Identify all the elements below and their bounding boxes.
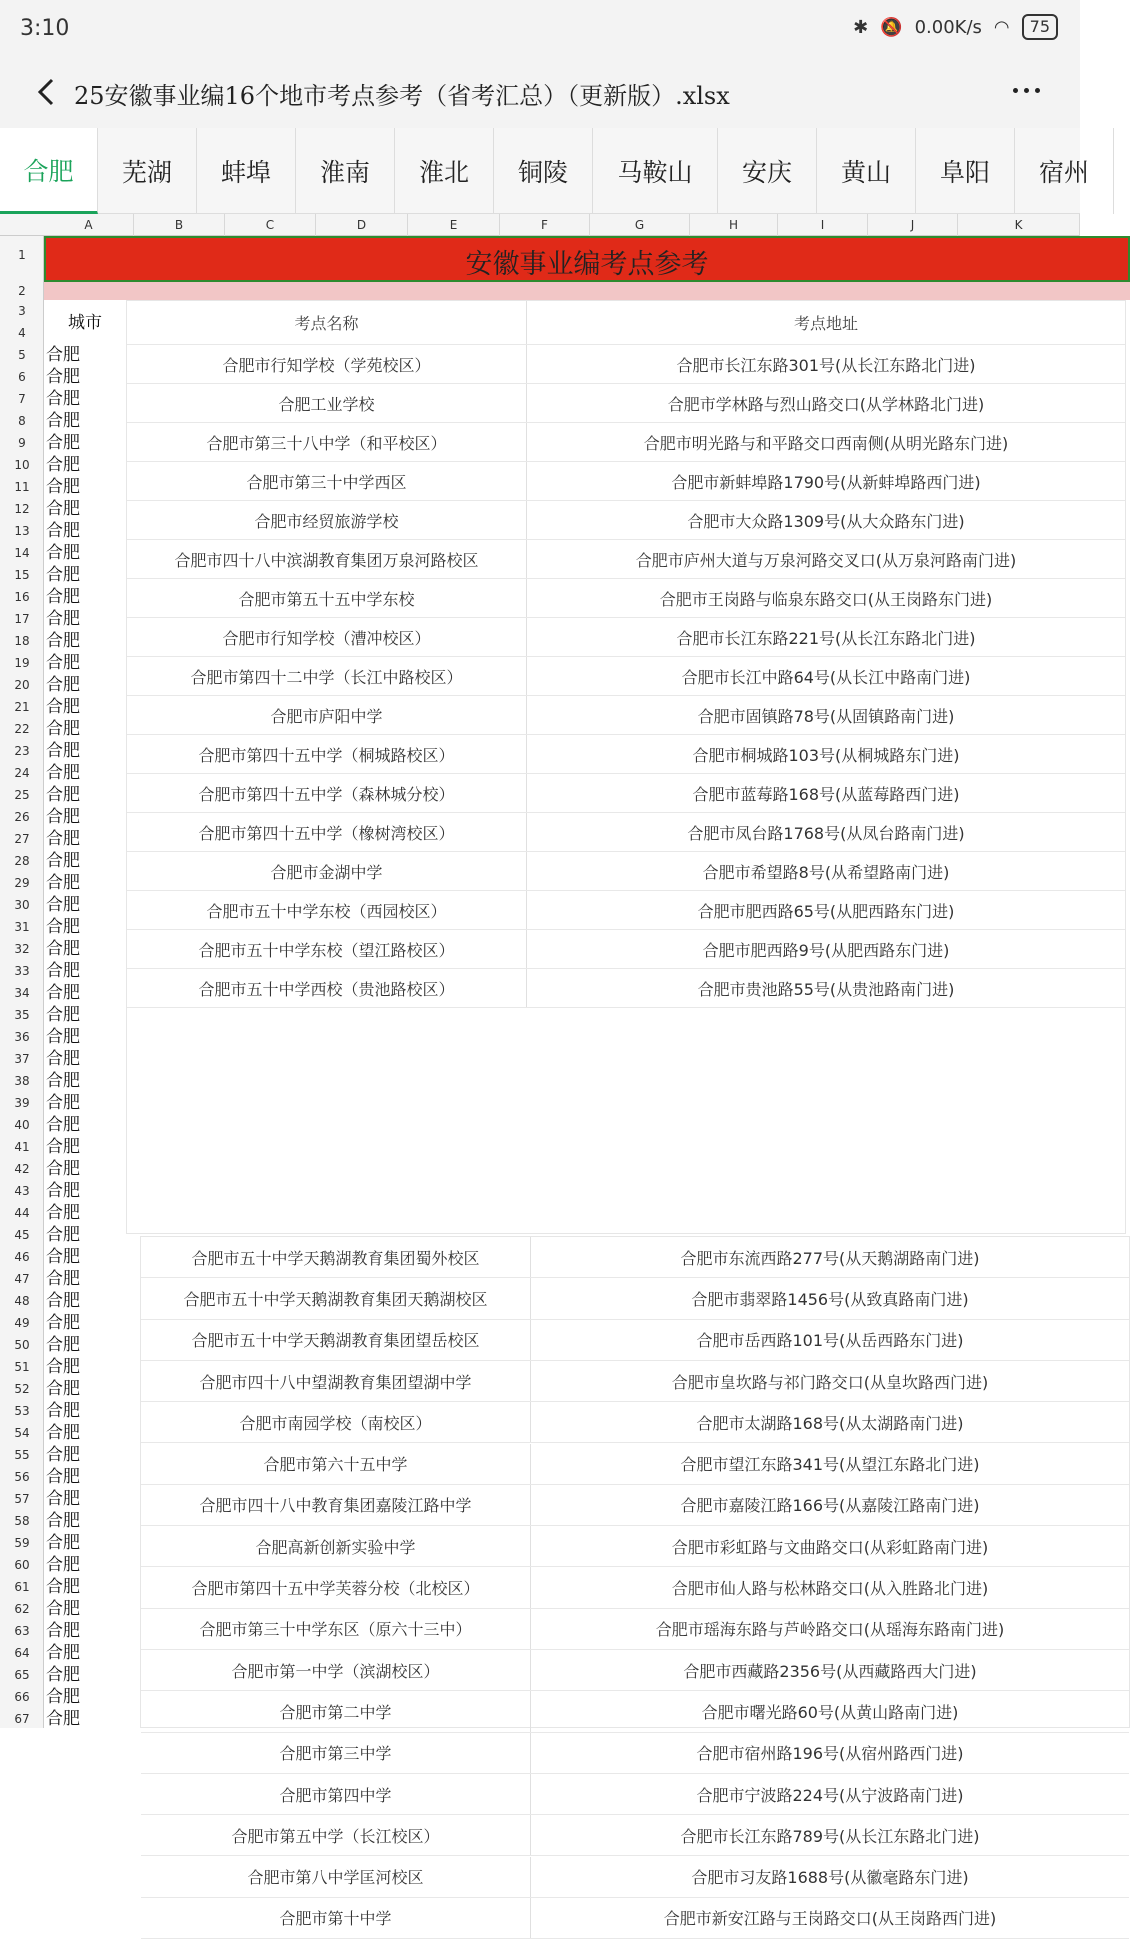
row-number[interactable]: 48 — [14, 1294, 30, 1308]
column-letter[interactable]: E — [408, 214, 500, 236]
table-row — [127, 501, 1125, 540]
city-cell[interactable]: 合肥 — [46, 1071, 80, 1091]
exam-site-name[interactable]: 合肥市庐阳中学 — [127, 696, 527, 734]
sheet-tab[interactable]: 阜阳 — [916, 128, 1015, 214]
exam-site-name[interactable]: 合肥市五十中学东校（西园校区） — [127, 891, 527, 929]
column-letter[interactable]: C — [225, 214, 316, 236]
city-cell[interactable]: 合肥 — [46, 851, 80, 871]
row-number[interactable]: 26 — [14, 810, 30, 824]
city-cell[interactable]: 合肥 — [46, 1533, 80, 1553]
sheet-tab[interactable]: 黄山 — [817, 128, 916, 214]
status-time: 3:10 — [20, 16, 70, 41]
city-cell[interactable]: 合肥 — [46, 1159, 80, 1179]
row-number[interactable]: 35 — [14, 1008, 30, 1022]
exam-site-address[interactable]: 合肥市贵池路55号(从贵池路南门进) — [697, 979, 955, 999]
row-number[interactable]: 61 — [14, 1580, 30, 1594]
city-cell[interactable]: 合肥 — [46, 1599, 80, 1619]
row-number[interactable]: 10 — [14, 458, 30, 472]
row-number[interactable]: 25 — [14, 788, 30, 802]
sheet-tab[interactable]: 宿州 — [1015, 128, 1114, 214]
table-row — [127, 579, 1125, 618]
exam-site-address[interactable]: 合肥市希望路8号(从希望路南门进) — [702, 862, 950, 882]
column-letter[interactable]: G — [590, 214, 690, 236]
exam-site-name[interactable]: 合肥市第八中学匡河校区 — [141, 1857, 531, 1897]
row-number[interactable]: 34 — [14, 986, 30, 1000]
table-row — [141, 1691, 1129, 1732]
exam-site-address[interactable]: 合肥市肥西路65号(从肥西路东门进) — [697, 901, 955, 921]
exam-site-name[interactable]: 合肥市第二中学 — [141, 1691, 531, 1731]
city-cell[interactable]: 合肥 — [46, 873, 80, 893]
city-cell[interactable]: 合肥 — [46, 675, 80, 695]
row-number[interactable]: 43 — [14, 1184, 30, 1198]
table-row — [127, 345, 1125, 384]
row-number[interactable]: 18 — [14, 634, 30, 648]
sheet-tab[interactable]: 安庆 — [718, 128, 817, 214]
city-cell[interactable]: 合肥 — [46, 939, 80, 959]
table-row — [127, 657, 1125, 696]
table-row — [141, 1278, 1129, 1319]
exam-site-address[interactable]: 合肥市固镇路78号(从固镇路南门进) — [697, 706, 955, 726]
city-cell[interactable]: 合肥 — [46, 1423, 80, 1443]
table-row — [127, 462, 1125, 501]
city-cell[interactable]: 合肥 — [46, 1335, 80, 1355]
exam-site-address[interactable]: 合肥市大众路1309号(从大众路东门进) — [687, 511, 965, 531]
exam-site-address[interactable]: 合肥市新蚌埠路1790号(从新蚌埠路西门进) — [671, 472, 981, 492]
status-icons — [853, 14, 1058, 40]
exam-site-address[interactable]: 合肥市习友路1688号(从徽毫路东门进) — [691, 1868, 969, 1888]
city-cell[interactable]: 合肥 — [46, 1555, 80, 1575]
table-row — [127, 774, 1125, 813]
address-header: 考点地址 — [793, 314, 858, 333]
exam-site-name[interactable]: 合肥市第三十中学东区（原六十三中） — [141, 1609, 531, 1649]
row-number[interactable]: 5 — [18, 348, 26, 362]
city-cell[interactable]: 合肥 — [46, 1577, 80, 1597]
city-cell[interactable]: 合肥 — [46, 917, 80, 937]
city-cell[interactable]: 合肥 — [46, 1467, 80, 1487]
row-number[interactable]: 44 — [14, 1206, 30, 1220]
city-cell[interactable]: 合肥 — [46, 1093, 80, 1113]
row-number[interactable]: 57 — [14, 1492, 30, 1506]
exam-site-name[interactable]: 合肥市四十八中教育集团嘉陵江路中学 — [141, 1485, 531, 1525]
row-number[interactable]: 39 — [14, 1096, 30, 1110]
row-number[interactable]: 46 — [14, 1250, 30, 1264]
table-row — [141, 1320, 1129, 1361]
exam-site-name[interactable]: 合肥高新创新实验中学 — [141, 1526, 531, 1566]
city-cell[interactable]: 合肥 — [46, 1401, 80, 1421]
city-cell[interactable]: 合肥 — [46, 1291, 80, 1311]
exam-site-name[interactable]: 合肥市第三十八中学（和平校区） — [127, 423, 527, 461]
table-row — [141, 1857, 1129, 1898]
mute-icon: 🔕 — [880, 16, 903, 38]
column-letter[interactable]: B — [134, 214, 225, 236]
row-number[interactable]: 20 — [14, 678, 30, 692]
row-number[interactable]: 2 — [18, 284, 26, 298]
city-cell[interactable]: 合肥 — [46, 455, 80, 475]
table-row — [127, 540, 1125, 579]
exam-site-name[interactable]: 合肥市第四十五中学（桐城路校区） — [127, 735, 527, 773]
city-cell[interactable]: 合肥 — [46, 1665, 80, 1685]
sheet-tab[interactable]: 铜陵 — [494, 128, 593, 214]
city-cell[interactable]: 合肥 — [46, 1115, 80, 1135]
row-number[interactable]: 63 — [14, 1624, 30, 1638]
table-row — [141, 1526, 1129, 1567]
exam-site-address[interactable]: 合肥市长江东路789号(从长江东路北门进) — [680, 1826, 980, 1846]
exam-site-address[interactable]: 合肥市蓝莓路168号(从蓝莓路西门进) — [692, 784, 960, 804]
exam-site-address[interactable]: 合肥市翡翠路1456号(从致真路南门进) — [691, 1289, 969, 1309]
row-number[interactable]: 33 — [14, 964, 30, 978]
overlay-panel-2 — [140, 1236, 1130, 1929]
exam-site-address[interactable]: 合肥市太湖路168号(从太湖路南门进) — [696, 1413, 964, 1433]
city-cell[interactable]: 合肥 — [46, 609, 80, 629]
table-row — [141, 1567, 1129, 1608]
row-number[interactable]: 45 — [14, 1228, 30, 1242]
city-cell[interactable]: 合肥 — [46, 1687, 80, 1707]
pink-row — [44, 282, 1130, 300]
sheet-tab[interactable]: 芜湖 — [98, 128, 197, 214]
column-letter[interactable]: F — [500, 214, 590, 236]
row-number[interactable]: 19 — [14, 656, 30, 670]
row-number[interactable]: 52 — [14, 1382, 30, 1396]
table-row — [141, 1485, 1129, 1526]
exam-site-name[interactable]: 合肥市行知学校（学苑校区） — [127, 345, 527, 383]
row-number[interactable]: 51 — [14, 1360, 30, 1374]
row-number[interactable]: 27 — [14, 832, 30, 846]
row-number[interactable]: 36 — [14, 1030, 30, 1044]
back-arrow-icon[interactable] — [28, 72, 68, 112]
city-cell[interactable]: 合肥 — [46, 499, 80, 519]
sheet-tab[interactable]: 淮南 — [296, 128, 395, 214]
row-number[interactable]: 29 — [14, 876, 30, 890]
row-number[interactable]: 32 — [14, 942, 30, 956]
more-options-icon[interactable] — [1013, 88, 1040, 93]
row-number[interactable]: 49 — [14, 1316, 30, 1330]
table-row — [127, 969, 1125, 1008]
city-cell[interactable]: 合肥 — [46, 477, 80, 497]
table-row — [127, 423, 1125, 462]
table-row — [141, 1402, 1129, 1443]
exam-site-address[interactable]: 合肥市学林路与烈山路交口(从学林路北门进) — [667, 394, 985, 414]
exam-site-address[interactable]: 合肥市岳西路101号(从岳西路东门进) — [696, 1331, 964, 1351]
table-row — [141, 1361, 1129, 1402]
row-number[interactable]: 9 — [18, 436, 26, 450]
row-number[interactable]: 65 — [14, 1668, 30, 1682]
table-row — [141, 1898, 1129, 1939]
city-cell[interactable]: 合肥 — [46, 543, 80, 563]
exam-site-address[interactable]: 合肥市桐城路103号(从桐城路东门进) — [692, 745, 960, 765]
banner-title: 安徽事业编考点参考 — [465, 249, 709, 280]
exam-site-name[interactable]: 合肥市金湖中学 — [127, 852, 527, 890]
row-number[interactable]: 59 — [14, 1536, 30, 1550]
row-number[interactable]: 40 — [14, 1118, 30, 1132]
column-letter[interactable]: J — [868, 214, 958, 236]
sheet-tab[interactable]: 淮北 — [395, 128, 494, 214]
exam-site-name[interactable]: 合肥工业学校 — [127, 384, 527, 422]
table-row — [141, 1609, 1129, 1650]
table-row — [127, 384, 1125, 423]
row-number[interactable]: 23 — [14, 744, 30, 758]
exam-site-address[interactable]: 合肥市凤台路1768号(从凤台路南门进) — [687, 823, 965, 843]
row-number[interactable]: 60 — [14, 1558, 30, 1572]
table-row — [127, 930, 1125, 969]
row-number[interactable]: 66 — [14, 1690, 30, 1704]
city-cell[interactable]: 合肥 — [46, 367, 80, 387]
city-header: 城市 — [68, 313, 102, 333]
sheet-tabs — [0, 128, 1089, 214]
row-number[interactable]: 30 — [14, 898, 30, 912]
row-number[interactable]: 1 — [18, 248, 26, 262]
exam-site-address[interactable]: 合肥市曙光路60号(从黄山路南门进) — [701, 1702, 959, 1722]
row-number[interactable]: 53 — [14, 1404, 30, 1418]
city-cell[interactable]: 合肥 — [46, 1225, 80, 1245]
city-cell[interactable]: 合肥 — [46, 1247, 80, 1267]
city-cell[interactable]: 合肥 — [46, 697, 80, 717]
network-speed: 0.00K/s — [914, 16, 982, 38]
row-number[interactable]: 55 — [14, 1448, 30, 1462]
column-letter[interactable]: H — [690, 214, 778, 236]
row-number[interactable]: 54 — [14, 1426, 30, 1440]
exam-site-name[interactable]: 合肥市第三十中学西区 — [127, 462, 527, 500]
row-number[interactable]: 17 — [14, 612, 30, 626]
exam-site-name[interactable]: 合肥市五十中学天鹅湖教育集团天鹅湖校区 — [141, 1278, 531, 1318]
city-cell[interactable]: 合肥 — [46, 1005, 80, 1025]
row-number[interactable]: 15 — [14, 568, 30, 582]
city-cell[interactable]: 合肥 — [46, 433, 80, 453]
city-cell[interactable]: 合肥 — [46, 1357, 80, 1377]
battery-icon: 75 — [1022, 14, 1058, 40]
exam-site-name[interactable]: 合肥市第四十五中学（森林城分校） — [127, 774, 527, 812]
row-number[interactable]: 8 — [18, 414, 26, 428]
row-number[interactable]: 31 — [14, 920, 30, 934]
city-cell[interactable]: 合肥 — [46, 961, 80, 981]
city-cell[interactable]: 合肥 — [46, 389, 80, 409]
city-cell[interactable]: 合肥 — [46, 1027, 80, 1047]
city-cell[interactable]: 合肥 — [46, 1709, 80, 1729]
exam-site-name[interactable]: 合肥市五十中学西校（贵池路校区） — [127, 969, 527, 1007]
exam-site-address[interactable]: 合肥市东流西路277号(从天鹅湖路南门进) — [680, 1248, 980, 1268]
column-letter[interactable]: I — [778, 214, 868, 236]
city-cell[interactable]: 合肥 — [46, 1643, 80, 1663]
exam-site-address[interactable]: 合肥市王岗路与临泉东路交口(从王岗路东门进) — [659, 589, 993, 609]
exam-site-name[interactable]: 合肥市第五中学（长江校区） — [141, 1815, 531, 1855]
row-number[interactable]: 58 — [14, 1514, 30, 1528]
column-letter[interactable]: D — [316, 214, 408, 236]
sheet-tab[interactable]: 合肥 — [0, 128, 98, 214]
row-number[interactable]: 28 — [14, 854, 30, 868]
exam-site-name[interactable]: 合肥市第六十五中学 — [141, 1444, 531, 1484]
exam-site-name[interactable]: 合肥市南园学校（南校区） — [141, 1402, 531, 1442]
exam-site-address[interactable]: 合肥市长江东路301号(从长江东路北门进) — [676, 355, 976, 375]
row-number[interactable]: 3 — [18, 304, 26, 318]
row-number[interactable]: 21 — [14, 700, 30, 714]
city-cell[interactable]: 合肥 — [46, 345, 80, 365]
exam-site-address[interactable]: 合肥市肥西路9号(从肥西路东门进) — [702, 940, 950, 960]
city-cell[interactable]: 合肥 — [46, 1379, 80, 1399]
row-number[interactable]: 42 — [14, 1162, 30, 1176]
table-row — [127, 696, 1125, 735]
row-number[interactable]: 12 — [14, 502, 30, 516]
name-header: 考点名称 — [127, 301, 527, 344]
city-cell[interactable]: 合肥 — [46, 631, 80, 651]
city-cell[interactable]: 合肥 — [46, 1203, 80, 1223]
exam-site-name[interactable]: 合肥市第十中学 — [141, 1898, 531, 1938]
exam-site-address[interactable]: 合肥市西藏路2356号(从西藏路西大门进) — [683, 1661, 977, 1681]
table-row — [127, 852, 1125, 891]
column-header — [0, 214, 1080, 236]
row-number[interactable]: 37 — [14, 1052, 30, 1066]
exam-site-address[interactable]: 合肥市嘉陵江路166号(从嘉陵江路南门进) — [680, 1496, 980, 1516]
row-number[interactable]: 11 — [14, 480, 30, 494]
exam-site-name[interactable]: 合肥市第四十五中学芙蓉分校（北校区） — [141, 1567, 531, 1607]
exam-site-name[interactable]: 合肥市五十中学东校（望江路校区） — [127, 930, 527, 968]
city-cell[interactable]: 合肥 — [46, 719, 80, 739]
row-number[interactable]: 13 — [14, 524, 30, 538]
city-cell[interactable]: 合肥 — [46, 829, 80, 849]
city-cell[interactable]: 合肥 — [46, 1049, 80, 1069]
city-cell[interactable]: 合肥 — [46, 565, 80, 585]
column-letter[interactable]: A — [44, 214, 134, 236]
exam-site-name[interactable]: 合肥市第五十五中学东校 — [127, 579, 527, 617]
row-number[interactable]: 16 — [14, 590, 30, 604]
status-bar — [0, 0, 1080, 58]
column-letter[interactable]: K — [958, 214, 1080, 236]
table-header-row — [127, 301, 1125, 345]
title-bar — [0, 58, 1080, 128]
exam-site-name[interactable]: 合肥市第一中学（滨湖校区） — [141, 1650, 531, 1690]
exam-site-address[interactable]: 合肥市皇坎路与祁门路交口(从皇坎路西门进) — [671, 1372, 989, 1392]
table-row — [127, 618, 1125, 657]
table-row — [127, 813, 1125, 852]
table-row — [141, 1733, 1129, 1774]
table-row — [141, 1774, 1129, 1815]
row-header — [0, 236, 44, 1728]
city-cell[interactable]: 合肥 — [46, 1269, 80, 1289]
city-cell[interactable]: 合肥 — [46, 411, 80, 431]
bluetooth-icon: ✱ — [853, 16, 869, 38]
row-number[interactable]: 22 — [14, 722, 30, 736]
row-number[interactable]: 14 — [14, 546, 30, 560]
exam-site-name[interactable]: 合肥市行知学校（漕冲校区） — [127, 618, 527, 656]
row-number[interactable]: 47 — [14, 1272, 30, 1286]
sheet-tab[interactable]: 蚌埠 — [197, 128, 296, 214]
exam-site-address[interactable]: 合肥市宁波路224号(从宁波路南门进) — [696, 1785, 964, 1805]
city-cell[interactable]: 合肥 — [46, 1511, 80, 1531]
row-number[interactable]: 24 — [14, 766, 30, 780]
city-cell[interactable]: 合肥 — [46, 785, 80, 805]
table-row — [141, 1650, 1129, 1691]
city-cell[interactable]: 合肥 — [46, 1445, 80, 1465]
city-cell[interactable]: 合肥 — [46, 653, 80, 673]
exam-site-name[interactable]: 合肥市第三中学 — [141, 1733, 531, 1773]
banner-cell[interactable] — [44, 236, 1130, 282]
exam-site-name[interactable]: 合肥市经贸旅游学校 — [127, 501, 527, 539]
exam-site-name[interactable]: 合肥市第四十五中学（橡树湾校区） — [127, 813, 527, 851]
table-row — [141, 1815, 1129, 1856]
exam-site-name[interactable]: 合肥市五十中学天鹅湖教育集团望岳校区 — [141, 1320, 531, 1360]
exam-site-name[interactable]: 合肥市第四十二中学（长江中路校区） — [127, 657, 527, 695]
city-cell[interactable]: 合肥 — [46, 1313, 80, 1333]
city-cell[interactable]: 合肥 — [46, 1137, 80, 1157]
exam-site-address[interactable]: 合肥市宿州路196号(从宿州路西门进) — [696, 1744, 964, 1764]
exam-site-address[interactable]: 合肥市仙人路与松林路交口(从入胜路北门进) — [671, 1579, 989, 1599]
row-number[interactable]: 56 — [14, 1470, 30, 1484]
city-cell[interactable]: 合肥 — [46, 587, 80, 607]
city-cell[interactable]: 合肥 — [46, 521, 80, 541]
overlay-panel-1 — [126, 300, 1126, 1234]
table-row — [127, 735, 1125, 774]
city-cell[interactable]: 合肥 — [46, 895, 80, 915]
sheet-area — [44, 236, 1130, 1939]
table-row — [141, 1237, 1129, 1278]
city-cell[interactable]: 合肥 — [46, 807, 80, 827]
exam-site-address[interactable]: 合肥市新安江路与王岗路交口(从王岗路西门进) — [663, 1909, 997, 1929]
exam-site-name[interactable]: 合肥市第四中学 — [141, 1774, 531, 1814]
row-number[interactable]: 38 — [14, 1074, 30, 1088]
table-row — [127, 891, 1125, 930]
row-number[interactable]: 6 — [18, 370, 26, 384]
city-cell[interactable]: 合肥 — [46, 983, 80, 1003]
row-number[interactable]: 4 — [18, 326, 26, 340]
city-cell[interactable]: 合肥 — [46, 741, 80, 761]
sheet-tab[interactable]: 马鞍山 — [593, 128, 718, 214]
row-number[interactable]: 64 — [14, 1646, 30, 1660]
row-number[interactable]: 67 — [14, 1712, 30, 1726]
city-cell[interactable]: 合肥 — [46, 763, 80, 783]
exam-site-address[interactable]: 合肥市长江中路64号(从长江中路南门进) — [681, 667, 971, 687]
document-title: 25安徽事业编16个地市考点参考（省考汇总）（更新版）.xlsx — [74, 82, 730, 110]
city-cell[interactable]: 合肥 — [46, 1621, 80, 1641]
city-cell[interactable]: 合肥 — [46, 1489, 80, 1509]
exam-site-name[interactable]: 合肥市四十八中滨湖教育集团万泉河路校区 — [127, 540, 527, 578]
city-cell[interactable]: 合肥 — [46, 1181, 80, 1201]
exam-site-name[interactable]: 合肥市五十中学天鹅湖教育集团蜀外校区 — [141, 1237, 531, 1277]
row-number[interactable]: 62 — [14, 1602, 30, 1616]
row-number[interactable]: 50 — [14, 1338, 30, 1352]
exam-site-name[interactable]: 合肥市四十八中望湖教育集团望湖中学 — [141, 1361, 531, 1401]
row-number[interactable]: 7 — [18, 392, 26, 406]
exam-site-address[interactable]: 合肥市明光路与和平路交口西南侧(从明光路东门进) — [643, 433, 1009, 453]
exam-site-address[interactable]: 合肥市长江东路221号(从长江东路北门进) — [676, 628, 976, 648]
table-row — [141, 1444, 1129, 1485]
exam-site-address[interactable]: 合肥市彩虹路与文曲路交口(从彩虹路南门进) — [671, 1537, 989, 1557]
exam-site-address[interactable]: 合肥市庐州大道与万泉河路交叉口(从万泉河路南门进) — [635, 550, 1017, 570]
row-number[interactable]: 41 — [14, 1140, 30, 1154]
exam-site-address[interactable]: 合肥市瑶海东路与芦岭路交口(从瑶海东路南门进) — [655, 1620, 1005, 1640]
exam-site-address[interactable]: 合肥市望江东路341号(从望江东路北门进) — [680, 1455, 980, 1475]
city-column — [44, 300, 126, 1728]
wifi-icon: ◠ — [993, 16, 1010, 38]
